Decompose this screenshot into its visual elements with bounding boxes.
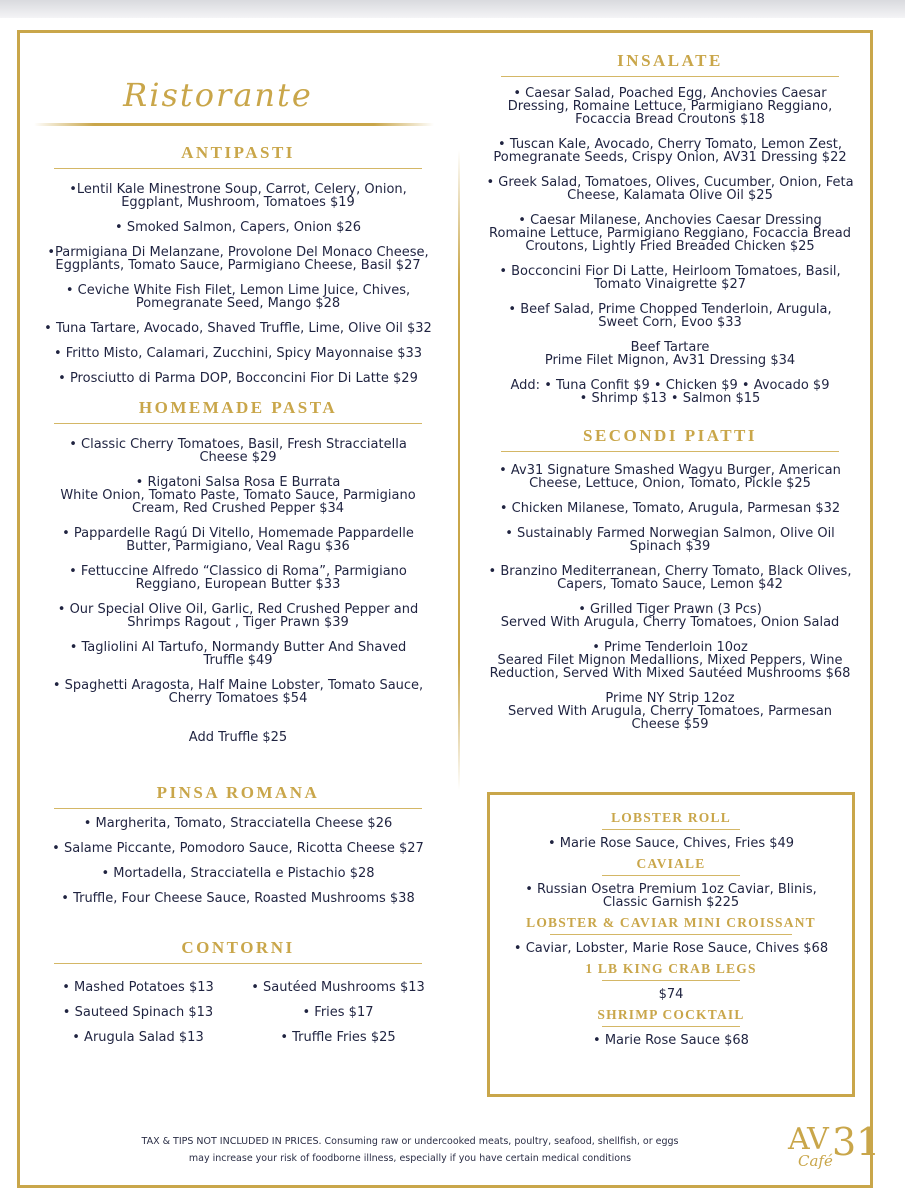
menu-title: Ristorante [123, 76, 313, 114]
right-column [485, 50, 855, 743]
menu-item [38, 527, 438, 553]
menu-item-line: • Salame Piccante, Pomodoro Sauce, Ricotta Cheese $27 [52, 841, 424, 856]
menu-item-line: • Caesar Milanese, Anchovies Caesar Dressing [518, 213, 822, 228]
special-lobster-roll [490, 810, 852, 850]
section-pinsa-romana [38, 782, 438, 905]
add-on-note [38, 717, 438, 744]
menu-item-line: • Sustainably Farmed Norwegian Salmon, Olive Oil [505, 526, 835, 541]
section-insalate [485, 50, 855, 405]
menu-item-line: • Shrimp $13 • Salmon $15 [579, 391, 761, 406]
menu-item-line: Shrimps Ragout , Tiger Prawn $39 [127, 615, 349, 630]
menu-item-line: • Russian Osetra Premium 1oz Caviar, Blinis, [525, 882, 817, 897]
menu-item [485, 265, 855, 291]
item-list [38, 424, 438, 705]
logo-31: 31 [832, 1120, 881, 1164]
list-item: • Sautéed Mushrooms $13 [251, 980, 425, 995]
menu-item-line: • Bocconcini Fior Di Latte, Heirloom Tomatoes, Basil, [499, 264, 841, 279]
menu-item-line: Spinach $39 [629, 539, 711, 554]
contorni-list [38, 964, 438, 1045]
menu-item [485, 87, 855, 126]
list-item: • Sauteed Spinach $13 [62, 1005, 214, 1020]
item-list [485, 77, 855, 405]
menu-item-line: • Caesar Salad, Poached Egg, Anchovies Caesar [513, 86, 827, 101]
menu-item-line: Prime Filet Mignon, Av31 Dressing $34 [544, 353, 796, 368]
special-caviale [490, 856, 852, 909]
menu-item [38, 372, 438, 385]
menu-item-line: Pomegranate Seed, Mango $28 [135, 296, 341, 311]
section-secondi-piatti [485, 425, 855, 731]
menu-item [38, 322, 438, 335]
menu-item-line: • Rigatoni Salsa Rosa E Burrata [135, 475, 341, 490]
menu-item [485, 214, 855, 253]
menu-item-line: Truffle $49 [203, 653, 273, 668]
menu-item [490, 942, 852, 955]
menu-item-line: • Tuna Tartare, Avocado, Shaved Truffle, Lime, Olive Oil $32 [44, 321, 432, 336]
menu-item [485, 641, 855, 680]
menu-item-line: White Onion, Tomato Paste, Tomato Sauce, Parmigiano [60, 488, 416, 503]
av31-cafe-logo [786, 1120, 881, 1182]
item-list [38, 809, 438, 905]
menu-item [38, 817, 438, 830]
menu-item-line: Cheese, Lettuce, Onion, Tomato, Pickle $25 [529, 476, 811, 491]
menu-item [485, 603, 855, 629]
menu-item [38, 641, 438, 667]
list-item: • Fries $17 [302, 1005, 374, 1020]
menu-item [38, 476, 438, 515]
section-heading: ANTIPASTI [181, 143, 295, 162]
menu-item-line: • Fettuccine Alfredo “Classico di Roma”, Parmigiano [69, 564, 407, 579]
menu-item-line: • Av31 Signature Smashed Wagyu Burger, American [499, 463, 841, 478]
menu-item-line: •Lentil Kale Minestrone Soup, Carrot, Celery, Onion, [69, 182, 407, 197]
menu-item-line: Prime NY Strip 12oz [605, 691, 735, 706]
menu-item-line: • Spaghetti Aragosta, Half Maine Lobster, Tomato Sauce, [52, 678, 424, 693]
menu-item-line: Cheese, Kalamata Olive Oil $25 [567, 188, 773, 203]
list-item: • Arugula Salad $13 [72, 1030, 204, 1045]
menu-item-line: Add: • Tuna Confit $9 • Chicken $9 • Avocado $9 [510, 378, 830, 393]
menu-item-line: Tomato Vinaigrette $27 [594, 277, 746, 292]
section-heading: CONTORNI [181, 938, 295, 957]
menu-item-line: Capers, Tomato Sauce, Lemon $42 [557, 577, 783, 592]
menu-item [38, 892, 438, 905]
menu-item-line: • Margherita, Tomato, Stracciatella Cheese $26 [83, 816, 393, 831]
menu-item-line: Reduction, Served With Mixed Sautéed Mushrooms $68 [489, 666, 851, 681]
menu-item-line: • Our Special Olive Oil, Garlic, Red Crushed Pepper and [57, 602, 419, 617]
left-column [38, 75, 438, 1045]
item-list [490, 1027, 852, 1047]
menu-item-line: Romaine Lettuce, Parmigiano Reggiano, Focaccia Bread [489, 226, 851, 241]
menu-item-line: Eggplant, Mushroom, Tomatoes $19 [121, 195, 355, 210]
section-heading: CAVIALE [636, 856, 706, 871]
section-heading: HOMEMADE PASTA [138, 398, 338, 417]
title-underline [34, 123, 434, 126]
section-heading: 1 LB KING CRAB LEGS [585, 961, 757, 976]
section-heading: LOBSTER ROLL [611, 810, 731, 825]
menu-item-line: • Chicken Milanese, Tomato, Arugula, Parmesan $32 [499, 501, 841, 516]
item-list [490, 935, 852, 955]
item-list [485, 452, 855, 731]
section-heading: INSALATE [617, 51, 723, 70]
item-list [490, 830, 852, 850]
menu-item-line: • Grilled Tiger Prawn (3 Pcs) [578, 602, 762, 617]
menu-item-line: • Caviar, Lobster, Marie Rose Sauce, Chives $68 [513, 941, 829, 956]
menu-item-line: Cherry Tomatoes $54 [168, 691, 308, 706]
menu-item-line: $74 [658, 987, 684, 1002]
special-lobster-caviar-croissant [490, 915, 852, 955]
menu-item-line: • Mortadella, Stracciatella e Pistachio $28 [101, 866, 375, 881]
menu-item [485, 341, 855, 367]
menu-item [485, 527, 855, 553]
menu-item-line: • Beef Salad, Prime Chopped Tenderloin, Arugula, [508, 302, 832, 317]
special-king-crab-legs [490, 961, 852, 1001]
menu-item-line: • Pappardelle Ragú Di Vitello, Homemade Pappardelle [62, 526, 414, 541]
menu-item-line: • Tagliolini Al Tartufo, Normandy Butter And Shaved [69, 640, 407, 655]
section-heading: SHRIMP COCKTAIL [597, 1007, 745, 1022]
menu-item-line: • Prosciutto di Parma DOP, Bocconcini Fior Di Latte $29 [58, 371, 418, 386]
menu-item-line: Served With Arugula, Cherry Tomatoes, Onion Salad [500, 615, 840, 630]
menu-item [485, 303, 855, 329]
special-shrimp-cocktail [490, 1007, 852, 1047]
menu-item [38, 842, 438, 855]
menu-item [38, 284, 438, 310]
top-bar [0, 0, 905, 18]
menu-item [38, 603, 438, 629]
footer-line-1: TAX & TIPS NOT INCLUDED IN PRICES. Consuming raw or undercooked meats, poultry, seafood, shellfish, or eggs [141, 1136, 679, 1147]
item-list [490, 876, 852, 909]
menu-item-line: • Marie Rose Sauce $68 [593, 1033, 749, 1048]
menu-item-line: Focaccia Bread Croutons $18 [575, 112, 765, 127]
column-divider [458, 150, 460, 790]
section-contorni [38, 937, 438, 1045]
menu-item-line: Classic Garnish $225 [602, 895, 740, 910]
menu-item-line: Cream, Red Crushed Pepper $34 [131, 501, 345, 516]
menu-item-line: •Parmigiana Di Melanzane, Provolone Del Monaco Cheese, [47, 245, 429, 260]
menu-item-line: • Fritto Misto, Calamari, Zucchini, Spicy Mayonnaise $33 [53, 346, 423, 361]
menu-item [485, 176, 855, 202]
footer-disclaimer [90, 1133, 730, 1167]
menu-item-line: Dressing, Romaine Lettuce, Parmigiano Reggiano, [507, 99, 833, 114]
menu-item [485, 379, 855, 405]
menu-item-line: Served With Arugula, Cherry Tomatoes, Parmesan [507, 704, 833, 719]
menu-item-line: Croutons, Lightly Fried Breaded Chicken $25 [525, 239, 815, 254]
menu-item-line: • Truffle, Four Cheese Sauce, Roasted Mushrooms $38 [61, 891, 415, 906]
menu-item [38, 246, 438, 272]
menu-item-line: Cheese $29 [199, 450, 277, 465]
menu-item [38, 347, 438, 360]
section-homemade-pasta [38, 397, 438, 744]
menu-item-line: Seared Filet Mignon Medallions, Mixed Peppers, Wine [497, 653, 843, 668]
menu-item [490, 837, 852, 850]
item-list [38, 169, 438, 385]
menu-item [490, 988, 852, 1001]
menu-item [485, 565, 855, 591]
menu-item [485, 502, 855, 515]
menu-item [38, 867, 438, 880]
menu-item [38, 679, 438, 705]
section-heading: SECONDI PIATTI [582, 426, 758, 445]
menu-item-line: • Greek Salad, Tomatoes, Olives, Cucumber, Onion, Feta [486, 175, 854, 190]
menu-item-line: Pomegranate Seeds, Crispy Onion, AV31 Dressing $22 [493, 150, 847, 165]
footer-line-2: may increase your risk of foodborne illness, especially if you have certain medical conditions [188, 1153, 632, 1164]
logo-cafe: Café [798, 1152, 833, 1170]
menu-item-line: • Prime Tenderloin 10oz [592, 640, 748, 655]
section-heading: PINSA ROMANA [156, 783, 320, 802]
menu-item-line: Reggiano, European Butter $33 [135, 577, 341, 592]
specials-box [487, 792, 855, 1097]
menu-item-line: • Marie Rose Sauce, Chives, Fries $49 [547, 836, 795, 851]
menu-item [485, 138, 855, 164]
menu-item [485, 464, 855, 490]
menu-item-line: Eggplants, Tomato Sauce, Parmigiano Cheese, Basil $27 [55, 258, 421, 273]
menu-item-line: Cheese $59 [631, 717, 709, 732]
section-antipasti [38, 142, 438, 385]
menu-item-line: Sweet Corn, Evoo $33 [598, 315, 742, 330]
item-list [490, 981, 852, 1001]
menu-item-line: • Classic Cherry Tomatoes, Basil, Fresh Stracciatella [69, 437, 407, 452]
list-item: • Mashed Potatoes $13 [62, 980, 214, 995]
menu-item [38, 438, 438, 464]
menu-item [38, 221, 438, 234]
menu-item [490, 1034, 852, 1047]
logo-av: AV [788, 1122, 828, 1157]
menu-item [485, 692, 855, 731]
menu-item-line: • Tuscan Kale, Avocado, Cherry Tomato, Lemon Zest, [498, 137, 842, 152]
menu-item-line: Butter, Parmigiano, Veal Ragu $36 [126, 539, 350, 554]
menu-item-line: • Smoked Salmon, Capers, Onion $26 [115, 220, 361, 235]
list-item: • Truffle Fries $25 [280, 1030, 396, 1045]
add-truffle: Add Truffle $25 [188, 730, 288, 745]
menu-item-line: • Branzino Mediterranean, Cherry Tomato, Black Olives, [488, 564, 852, 579]
menu-item-line: • Ceviche White Fish Filet, Lemon Lime Juice, Chives, [65, 283, 411, 298]
menu-item [38, 183, 438, 209]
section-heading: LOBSTER & CAVIAR MINI CROISSANT [526, 915, 816, 930]
menu-item [490, 883, 852, 909]
menu-item [38, 565, 438, 591]
menu-item-line: Beef Tartare [630, 340, 710, 355]
